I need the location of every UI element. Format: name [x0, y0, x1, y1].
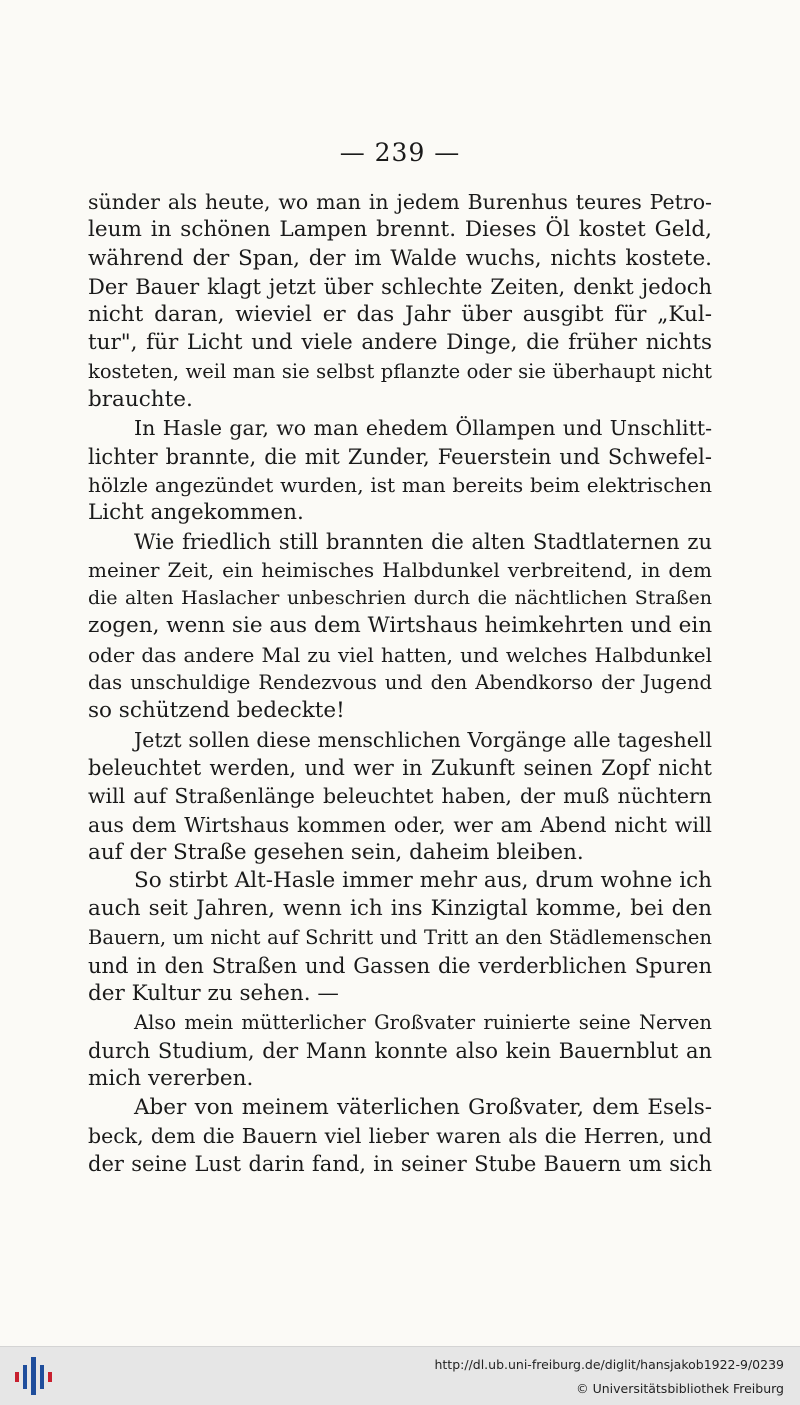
text-line: das unschuldige Rendezvous und den Abendkorso der Jugend: [88, 671, 712, 695]
text-line: nicht daran, wieviel er das Jahr über ausgibt für „Kul-: [88, 302, 712, 328]
text-line: beck, dem die Bauern viel lieber waren als die Herren, und: [88, 1123, 712, 1148]
text-line: So stirbt Alt-Hasle immer mehr aus, drum wohne ich: [134, 868, 712, 894]
text-line: während der Span, der im Walde wuchs, nichts kostete.: [88, 245, 712, 271]
text-line: leum in schönen Lampen brennt. Dieses Öl kostet Geld,: [88, 217, 712, 243]
text-line: zogen, wenn sie aus dem Wirtshaus heimkehrten und ein: [88, 613, 712, 639]
text-line: Jetzt sollen diese menschlichen Vorgänge alle tageshell: [134, 727, 712, 752]
text-line: mich vererben.: [88, 1066, 254, 1092]
ub-freiburg-logo-icon: [14, 1355, 54, 1397]
text-line: die alten Haslacher unbeschrien durch die nächtlichen Straßen: [88, 587, 712, 610]
text-line: Licht angekommen.: [88, 500, 304, 526]
text-line: Der Bauer klagt jetzt über schlechte Zeiten, denkt jedoch: [88, 274, 712, 299]
page-number: — 239 —: [339, 138, 461, 167]
text-line: Aber von meinem väterlichen Großvater, dem Esels-: [134, 1094, 712, 1120]
text-line: aus dem Wirtshaus kommen oder, wer am Abend nicht will: [88, 812, 712, 837]
text-line: hölzle angezündet wurden, ist man bereits beim elektrischen: [88, 472, 712, 497]
text-line: Bauern, um nicht auf Schritt und Tritt an den Städlemenschen: [88, 925, 712, 949]
text-line: der seine Lust darin fand, in seiner Stube Bauern um sich: [88, 1152, 712, 1177]
text-line: durch Studium, der Mann konnte also kein Bauernblut an: [88, 1038, 712, 1063]
text-line: sünder als heute, wo man in jedem Burenhus teures Petro-: [88, 190, 712, 214]
text-line: und in den Straßen und Gassen die verderblichen Spuren: [88, 954, 712, 979]
text-line: In Hasle gar, wo man ehedem Öllampen und Unschlitt-: [134, 416, 712, 441]
text-line: auf der Straße gesehen sein, daheim bleiben.: [88, 839, 584, 865]
text-line: tur", für Licht und viele andere Dinge, die früher nichts: [88, 330, 712, 356]
text-line: beleuchtet werden, und wer in Zukunft seinen Zopf nicht: [88, 755, 712, 780]
text-line: oder das andere Mal zu viel hatten, und welches Halbdunkel: [88, 642, 712, 667]
text-line: will auf Straßenlänge beleuchtet haben, der muß nüchtern: [88, 784, 712, 809]
text-line: Wie friedlich still brannten die alten Stadtlaternen zu: [134, 529, 712, 554]
text-line: meiner Zeit, ein heimisches Halbdunkel verbreitend, in dem: [88, 557, 712, 582]
body-text: [88, 188, 712, 1178]
text-line: brauchte.: [88, 387, 193, 413]
text-line: der Kultur zu sehen. —: [88, 981, 339, 1007]
text-line: so schützend bedeckte!: [88, 698, 345, 724]
footer-bar: [0, 1346, 800, 1405]
text-line: auch seit Jahren, wenn ich ins Kinzigtal komme, bei den: [88, 896, 712, 922]
text-line: lichter brannte, die mit Zunder, Feuerstein und Schwefel-: [88, 444, 712, 469]
source-url-link[interactable]: http://dl.ub.uni-freiburg.de/diglit/hansjakob1922-9/0239: [434, 1357, 784, 1372]
text-line: Also mein mütterlicher Großvater ruinierte seine Nerven: [134, 1010, 712, 1034]
text-line: kosteten, weil man sie selbst pflanzte oder sie überhaupt nicht: [88, 359, 712, 383]
copyright-notice: © Universitätsbibliothek Freiburg: [576, 1381, 784, 1396]
